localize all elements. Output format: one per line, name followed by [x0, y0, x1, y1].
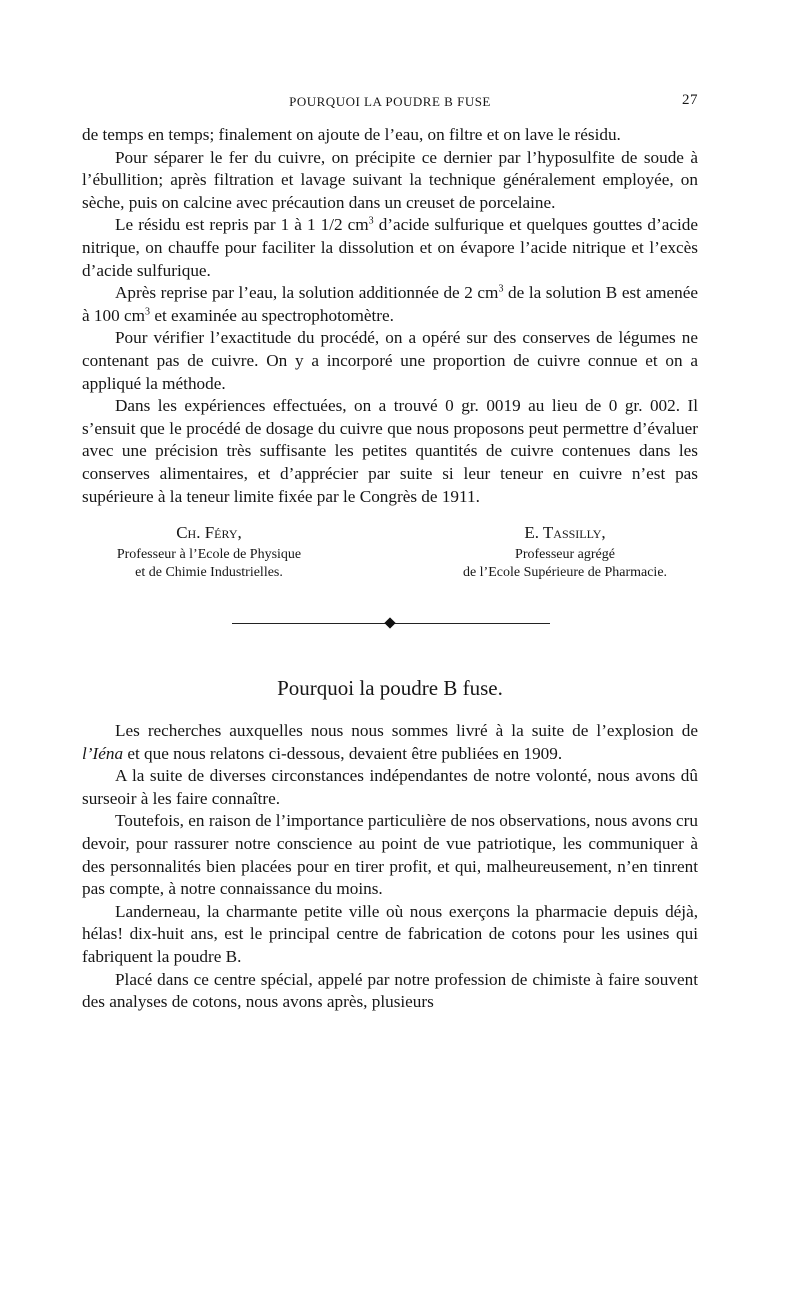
- signature-affiliation: de l’Ecole Supérieure de Pharmacie.: [462, 565, 668, 581]
- signature-fery: [84, 520, 334, 582]
- paragraph-text: Après reprise par l’eau, la solution additionnée de 2 cm: [115, 283, 499, 303]
- paragraph-text: Les recherches auxquelles nous nous sommes livré à la suite de l’explosion de: [115, 721, 698, 741]
- section-title: Pourquoi la poudre B fuse.: [277, 676, 503, 701]
- running-head: [82, 92, 698, 114]
- paragraph: [82, 720, 698, 765]
- paragraph: Landerneau, la charmante petite ville où nous exerçons la pharmacie depuis déjà, hélas! dix-huit ans, est le principal centre de fabrication de cotons pour les usines qui fabriquent la poudre B.: [82, 901, 698, 967]
- superscript: 3: [498, 283, 504, 295]
- paragraph: [82, 282, 698, 327]
- paragraph-text: et que nous relatons ci-dessous, devaient être publiées en 1909.: [123, 743, 563, 763]
- article-continuation: [82, 124, 698, 508]
- paragraph: [82, 214, 698, 282]
- signature-tassilly: [420, 520, 710, 582]
- signature-title: Professeur agrégé: [515, 547, 615, 563]
- signature-title: Professeur à l’Ecole de Physique: [116, 547, 302, 563]
- paragraph: Pour séparer le fer du cuivre, on précipite ce dernier par l’hyposulfite de soude à l’ébullition; après filtration et lavage suivant la technique généralement employée, on sèche, puis on calcine avec précaution dans un creuset de porcelaine.: [82, 147, 698, 212]
- superscript: 3: [368, 215, 374, 227]
- running-title: POURQUOI LA POUDRE B FUSE: [289, 94, 491, 109]
- signature-block: [82, 520, 698, 582]
- paragraph-text: de la solution B est amenée à 100 cm: [82, 283, 698, 325]
- paragraph: Pour vérifier l’exactitude du procédé, on a opéré sur des conserves de légumes ne contenant pas de cuivre. On y a incorporé une proportion de cuivre connue et on a appliqué la méthode.: [82, 328, 698, 393]
- paragraph: Placé dans ce centre spécial, appelé par notre profession de chimiste à faire souvent des analyses de cotons, nous avons après, plusieurs: [82, 969, 698, 1012]
- section-separator: [232, 616, 550, 632]
- paragraph-text: Le résidu est repris par 1 à 1 1/2 cm: [115, 215, 369, 235]
- signature-affiliation: et de Chimie Industrielles.: [135, 565, 283, 581]
- signature-name: E. Tassilly,: [524, 523, 606, 543]
- superscript: 3: [145, 306, 151, 318]
- paragraph: Toutefois, en raison de l’importance particulière de nos observations, nous avons cru devoir, pour rassurer notre conscience au point de vue patriotique, les communiquer à des personnalités bien placées pour en tirer profit, et qui, malheureusement, n’en tinrent pas compte, à notre connaissance du moins.: [82, 811, 698, 899]
- document-page: [82, 92, 698, 1014]
- article-body: [82, 720, 698, 1014]
- paragraph: A la suite de diverses circonstances indépendantes de notre volonté, nous avons dû surseoir à les faire connaître.: [82, 766, 698, 808]
- signature-name: Ch. Féry,: [176, 523, 242, 543]
- diamond-ornament-icon: [384, 617, 395, 628]
- paragraph: de temps en temps; finalement on ajoute de l’eau, on filtre et on lave le résidu.: [82, 125, 621, 144]
- paragraph-text: et examinée au spectrophotomètre.: [150, 305, 394, 325]
- paragraph-text: d’acide sulfurique et quelques gouttes d’acide nitrique, on chauffe pour faciliter la dissolution et on évapore l’acide nitrique et l’excès d’acide sulfurique.: [82, 215, 698, 280]
- ship-name: l’Iéna: [82, 743, 124, 763]
- paragraph: Dans les expériences effectuées, on a trouvé 0 gr. 0019 au lieu de 0 gr. 002. Il s’ensuit que le procédé de dosage du cuivre que nous proposons peut permettre d’évaluer avec une précision très suffisante les petites quantités de cuivre contenues dans les conserves alimentaires, et d’apprécier par suite si leur teneur en cuivre n’est pas supérieure à la teneur limite fixée par le Congrès de 1911.: [82, 396, 698, 506]
- page-number: 27: [682, 92, 698, 108]
